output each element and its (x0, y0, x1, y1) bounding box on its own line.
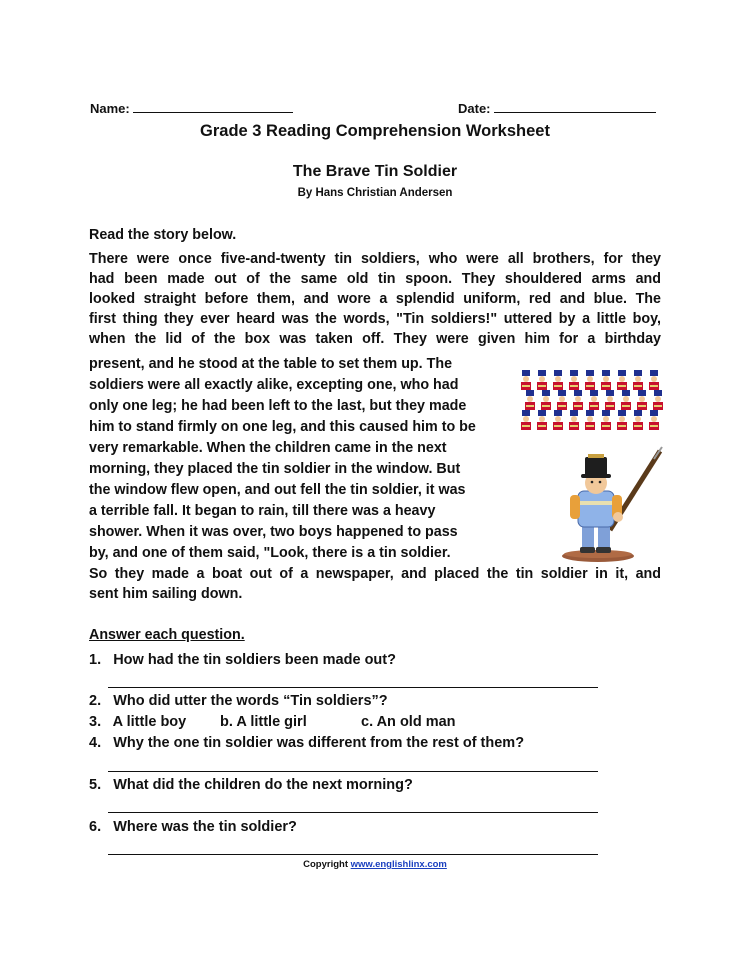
story-line: very remarkable. When the children came in the next (89, 440, 447, 456)
tin-soldier-figure (553, 410, 563, 430)
tin-soldier-figure (621, 390, 631, 410)
story-line: looked straight before them, and wore a splendid uniform, red and blue. The (89, 291, 661, 307)
question-1 (89, 652, 396, 668)
question-5 (89, 777, 413, 793)
option-b[interactable]: b. A little girl (220, 714, 307, 730)
name-label: Name: (90, 101, 130, 116)
story-line: morning, they placed the tin soldier in the window. But (89, 461, 461, 477)
copyright-label: Copyright (303, 859, 348, 870)
tin-soldier-figure (553, 370, 563, 390)
question-number: 3. (89, 714, 102, 730)
story-line: first thing they ever heard was the words, "Tin soldiers!" uttered by a little boy, (89, 311, 661, 327)
date-label: Date: (458, 101, 491, 116)
story-line: So they made a boat out of a newspaper, and placed the tin soldier in it, and (89, 566, 661, 582)
name-blank[interactable] (133, 100, 293, 113)
question-number: 5. (89, 777, 102, 793)
date-blank[interactable] (494, 100, 656, 113)
tin-soldier-figure (617, 370, 627, 390)
story-line: him to stand firmly on one leg, and this caused him to be (89, 419, 476, 435)
story-title: The Brave Tin Soldier (292, 163, 458, 180)
story-line: sent him sailing down. (89, 586, 243, 602)
name-field[interactable] (90, 100, 293, 116)
question-text: Why the one tin soldier was different from the rest of them? (113, 735, 525, 751)
question-number: 1. (89, 652, 102, 668)
tin-soldier-figure (569, 370, 579, 390)
tin-soldier-figure (521, 410, 531, 430)
story-line: present, and he stood at the table to set them up. The (89, 356, 453, 372)
question-text: How had the tin soldiers been made out? (113, 652, 396, 668)
tin-soldier-figure (521, 370, 531, 390)
copyright-link[interactable]: www.englishlinx.com (350, 859, 447, 870)
tin-soldier-figure (637, 390, 647, 410)
option-c[interactable]: c. An old man (361, 714, 456, 730)
question-number: 4. (89, 735, 102, 751)
tin-soldier-figure (585, 370, 595, 390)
worksheet-title: Grade 3 Reading Comprehension Worksheet (200, 122, 550, 140)
tin-soldier-figure (633, 410, 643, 430)
tin-soldier-figure (601, 370, 611, 390)
answer-line-4[interactable] (108, 771, 598, 772)
story-line: shower. When it was over, two boys happened to pass (89, 524, 458, 540)
story-line: only one leg; he had been left to the last, but they made (89, 398, 467, 414)
question-3 (89, 714, 186, 730)
story-line: the window flew open, and out fell the tin soldier, it was (89, 482, 466, 498)
tin-soldier-figure (633, 370, 643, 390)
tin-soldier-figure (573, 390, 583, 410)
story-line: by, and one of them said, "Look, there is a tin soldier. (89, 545, 451, 561)
tin-soldier-figure (537, 410, 547, 430)
date-field[interactable] (458, 100, 656, 116)
story-author: By Hans Christian Andersen (297, 187, 453, 199)
question-2 (89, 693, 388, 709)
question-text: Where was the tin soldier? (113, 819, 297, 835)
tin-soldier-figure (537, 370, 547, 390)
answer-line-5[interactable] (108, 812, 598, 813)
tin-soldiers-army-image (515, 368, 665, 438)
answer-line-6[interactable] (108, 854, 598, 855)
story-line: a terrible fall. It began to rain, till there was a heavy (89, 503, 436, 519)
tin-soldier-figure (557, 390, 567, 410)
tin-soldier-figure (541, 390, 551, 410)
story-line: soldiers were all exactly alike, excepting one, who had (89, 377, 459, 393)
questions-heading: Answer each question. (89, 627, 245, 643)
story-paragraph-end (89, 564, 661, 604)
tin-soldier-figure (601, 410, 611, 430)
tin-soldier-figure (605, 390, 615, 410)
tin-soldier-figure (653, 390, 663, 410)
tin-soldier-image (548, 445, 668, 565)
tin-soldier-figure (585, 410, 595, 430)
tin-soldier-figure (569, 410, 579, 430)
copyright-footer (0, 859, 750, 870)
tin-soldier-figure (589, 390, 599, 410)
tin-soldier-figure (649, 370, 659, 390)
tin-soldier-figure (525, 390, 535, 410)
option-a[interactable]: A little boy (112, 714, 187, 730)
tin-soldier-figure (617, 410, 627, 430)
story-line: when the lid of the box was taken off. They were given him for a birthday (89, 331, 661, 347)
story-line: had been made out of the same old tin spoon. They shouldered arms and (89, 271, 661, 287)
story-line: There were once five-and-twenty tin soldiers, who were all brothers, for they (89, 251, 661, 267)
answer-line-1[interactable] (108, 687, 598, 688)
question-text: Who did utter the words “Tin soldiers”? (113, 693, 388, 709)
story-paragraph-top (89, 249, 661, 349)
question-6 (89, 819, 297, 835)
tin-soldier-figure (649, 410, 659, 430)
question-4 (89, 735, 524, 751)
question-number: 6. (89, 819, 102, 835)
instruction-text: Read the story below. (89, 227, 237, 243)
question-text: What did the children do the next morning? (113, 777, 413, 793)
question-number: 2. (89, 693, 102, 709)
